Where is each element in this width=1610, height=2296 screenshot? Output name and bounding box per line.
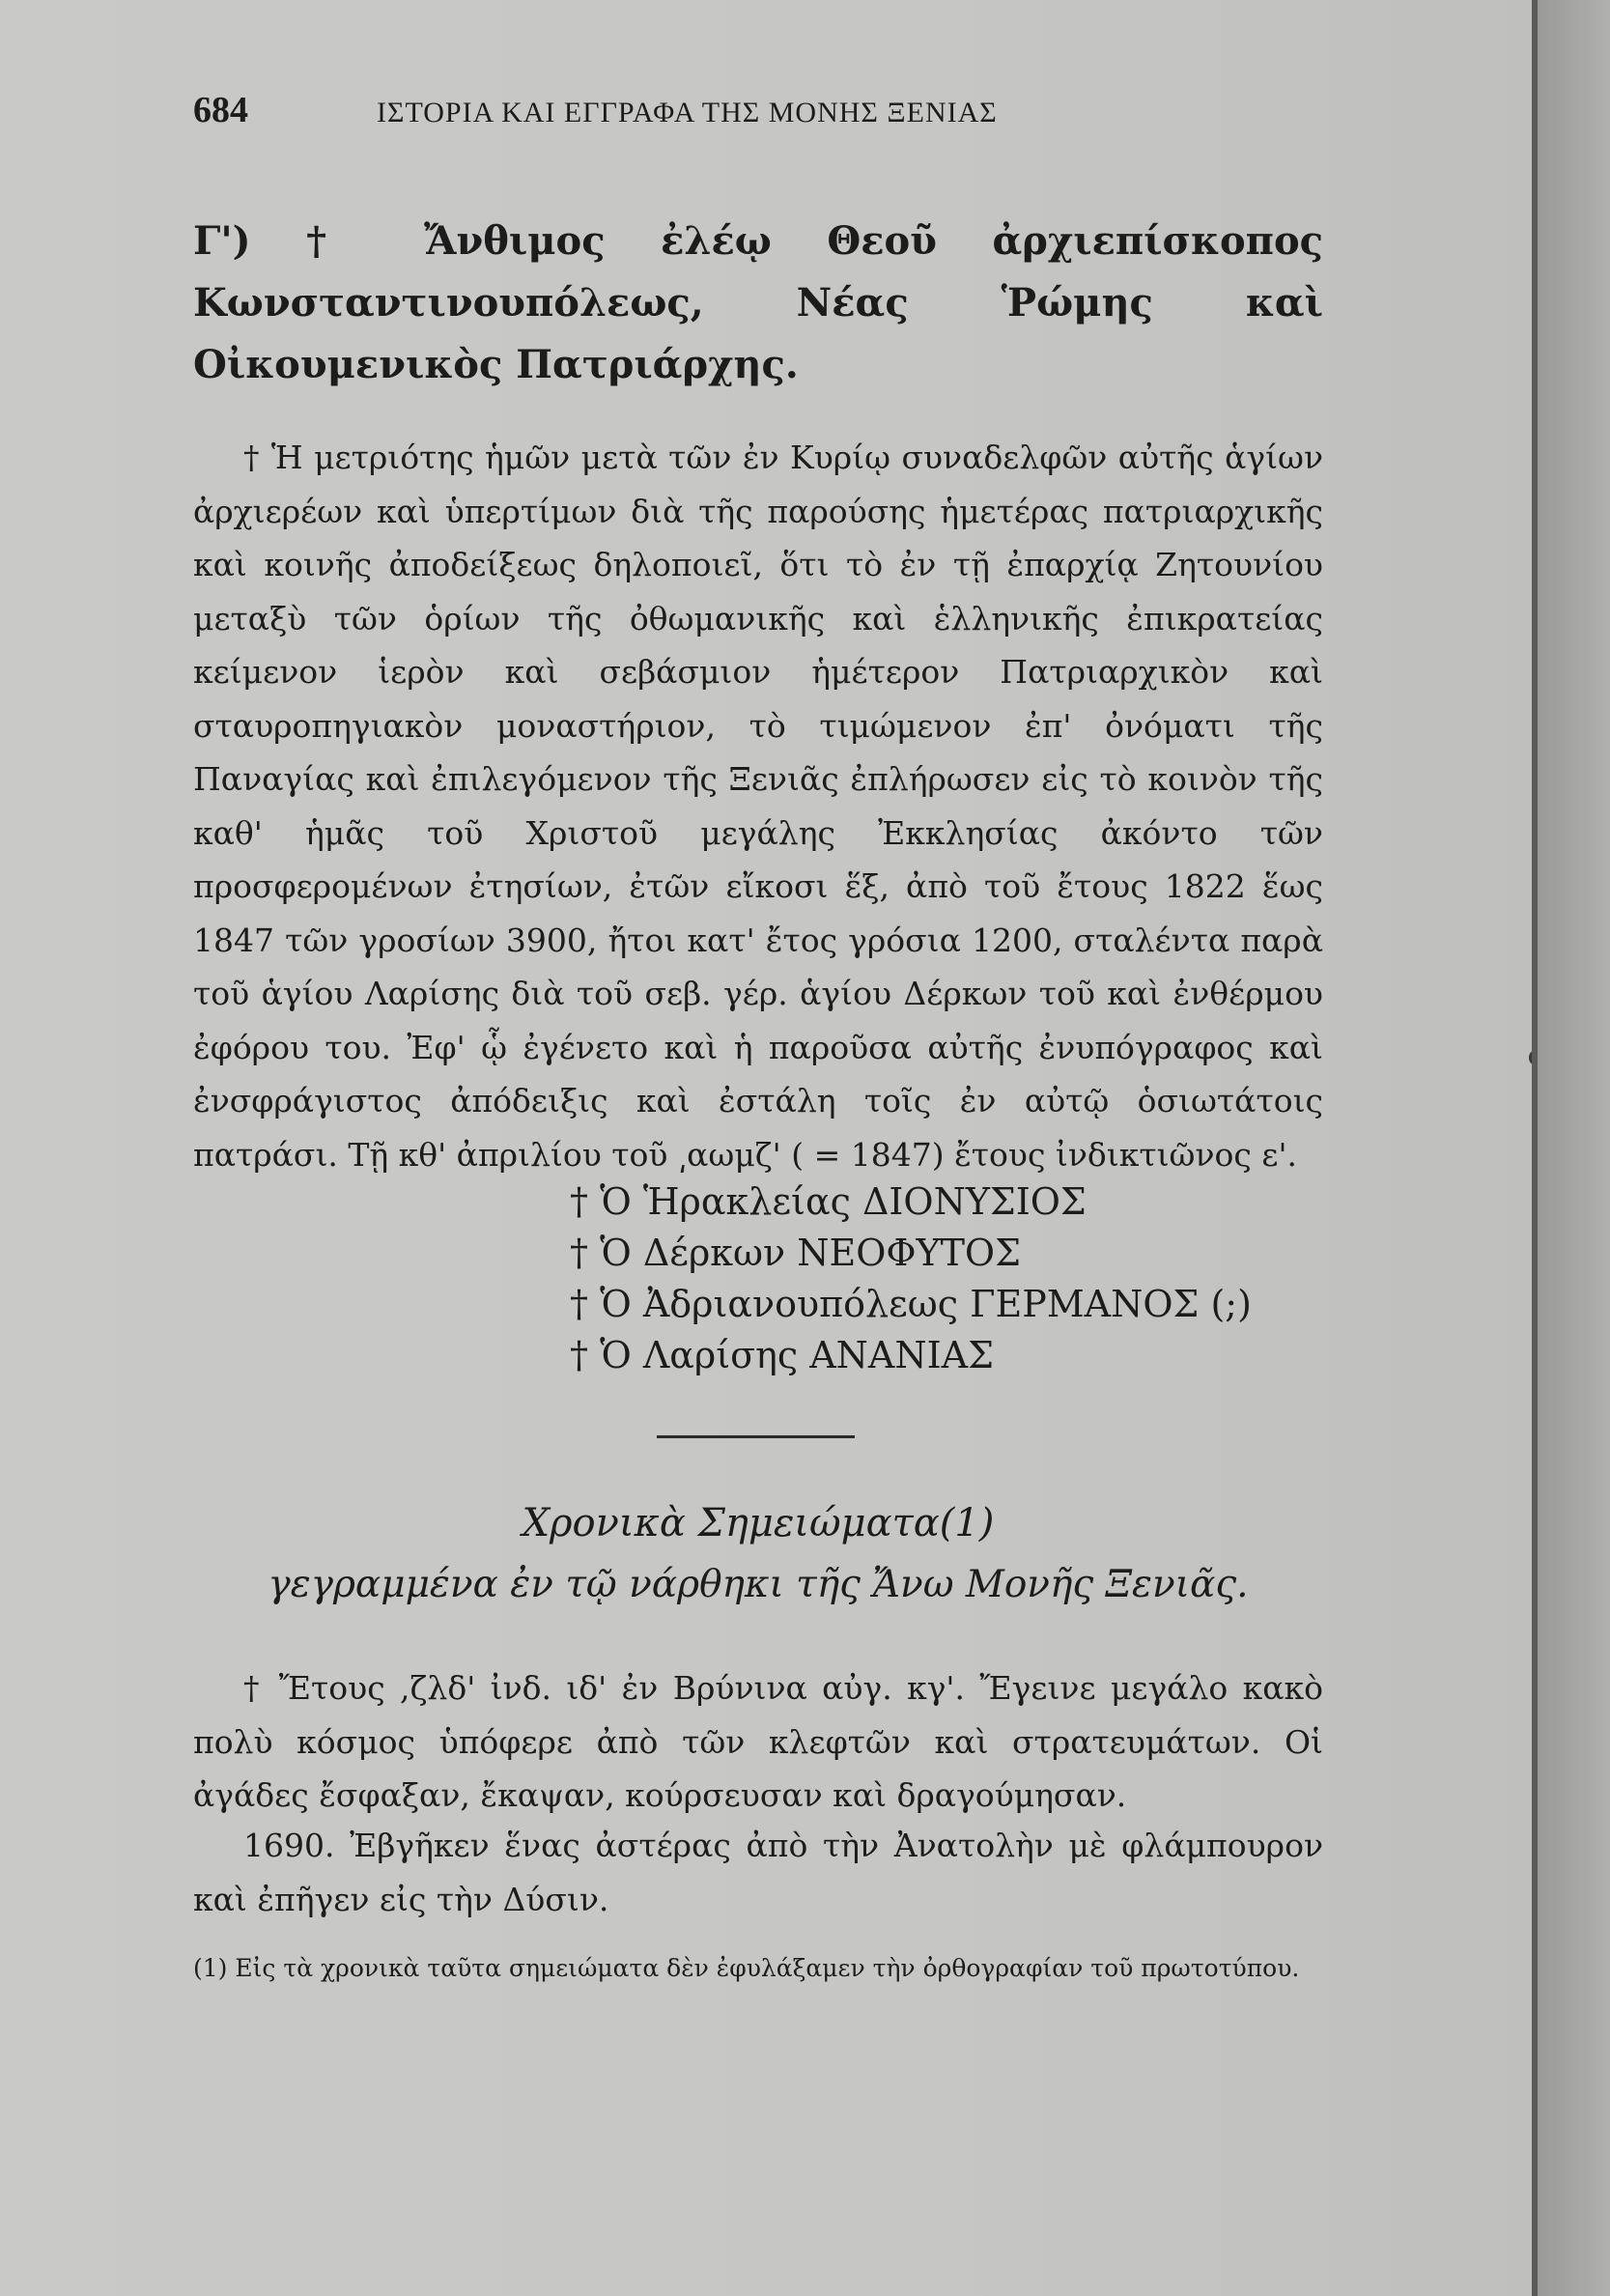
section-title: Χρονικὰ Σημειώματα(1) xyxy=(522,1501,995,1545)
page-header xyxy=(193,89,1333,147)
chronicle-paragraph: † Ἔτους ,ζλδ' ἰνδ. ιδ' ἐν Βρύνινα αὐγ. κγ'. Ἔγεινε μεγάλο κακὸ πολὺ κόσμος ὑπόφερε ἀπὸ τῶν κλεφτῶν καὶ στρατευμάτων. Οἱ ἀγάδες ἔσφαξαν, ἔκαψαν, κούρσευσαν καὶ δραγούμησαν. xyxy=(193,1669,1323,1814)
chronicle-paragraph: 1690. Ἐβγῆκεν ἕνας ἀστέρας ἀπὸ τὴν Ἀνατολὴν μὲ φλάμπουρον καὶ ἐπῆγεν εἰς τὴν Δύσιν. xyxy=(193,1827,1323,1918)
section-subtitle: γεγραμμένα ἐν τῷ νάρθηκι τῆς Ἄνω Μονῆς Ξενιᾶς. xyxy=(268,1563,1249,1606)
running-title: ΙΣΤΟΡΙΑ ΚΑΙ ΕΓΓΡΑΦΑ ΤΗΣ ΜΟΝΗΣ ΞΕΝΙΑΣ xyxy=(377,97,998,128)
document-heading: Γ') † Ἄνθιμος ἐλέῳ Θεοῦ ἀρχιεπίσκοπος Κωνσταντινουπόλεως, Νέας Ῥώμης καὶ Οἰκουμενικὸς Πατριάρχης. xyxy=(193,218,1323,387)
signature-line: † Ὁ Ἀδριανουπόλεως ΓΕΡΜΑΝΟΣ (;) xyxy=(570,1283,1252,1325)
footnote: (1) Εἰς τὰ χρονικὰ ταῦτα σημειώματα δὲν ἐφυλάξαμεν τὴν ὀρθογραφίαν τοῦ πρωτοτύπου. xyxy=(193,1954,1300,1982)
document-paragraph: † Ἡ μετριότης ἡμῶν μετὰ τῶν ἐν Κυρίῳ συναδελφῶν αὐτῆς ἁγίων ἀρχιερέων καὶ ὑπερτίμων διὰ τῆς παρούσης ἡμετέρας πατριαρχικῆς καὶ κοινῆς ἀποδείξεως δηλοποιεῖ, ὅτι τὸ ἐν τῇ ἐπαρχίᾳ Ζητουνίου μεταξὺ τῶν ὁρίων τῆς ὀθωμανικῆς καὶ ἑλληνικῆς ἐπικρατείας κείμενον ἱερὸν καὶ σεβάσμιον ἡμέτερον Πατριαρχικὸν καὶ σταυροπηγιακὸν μοναστήριον, τὸ τιμώμενον ἐπ' ὀνόματι τῆς Παναγίας καὶ ἐπιλεγόμενον τῆς Ξενιᾶς ἐπλήρωσεν εἰς τὸ κοινὸν τῆς καθ' ἡμᾶς τοῦ Χριστοῦ μεγάλης Ἐκκλησίας ἀκόντο τῶν προσφερομένων ἐτησίων, ἐτῶν εἴκοσι ἕξ, ἀπὸ τοῦ ἔτους 1822 ἕως 1847 τῶν γροσίων 3900, ἤτοι κατ' ἔτος γρόσια 1200, σταλέντα παρὰ τοῦ ἁγίου Λαρίσης διὰ τοῦ σεβ. γέρ. ἁγίου Δέρκων τοῦ καὶ ἐνθέρμου ἐφόρου του. Ἐφ' ᾧ ἐγένετο καὶ ἡ παροῦσα αὐτῆς ἐνυπόγραφος καὶ ἐνσφράγιστος ἀπόδειξις καὶ ἐστάλη τοῖς ἐν αὐτῷ ὁσιωτάτοις πατράσι. Τῇ κθ' ἀπριλίου τοῦ ͵αωμζ' ( = 1847) ἔτους ἰνδικτιῶνος ε'. xyxy=(193,439,1323,1174)
adjacent-page-edge xyxy=(1538,0,1610,2296)
signature-line: † Ὁ Ἡρακλείας ΔΙΟΝΥΣΙΟΣ xyxy=(570,1180,1087,1223)
signature-line: † Ὁ Δέρκων ΝΕΟΦΥΤΟΣ xyxy=(570,1232,1021,1274)
signature-block xyxy=(570,1176,1323,1381)
signature-line: † Ὁ Λαρίσης ΑΝΑΝΙΑΣ xyxy=(570,1334,994,1376)
page-number: 684 xyxy=(193,90,248,130)
section-divider xyxy=(657,1435,855,1438)
